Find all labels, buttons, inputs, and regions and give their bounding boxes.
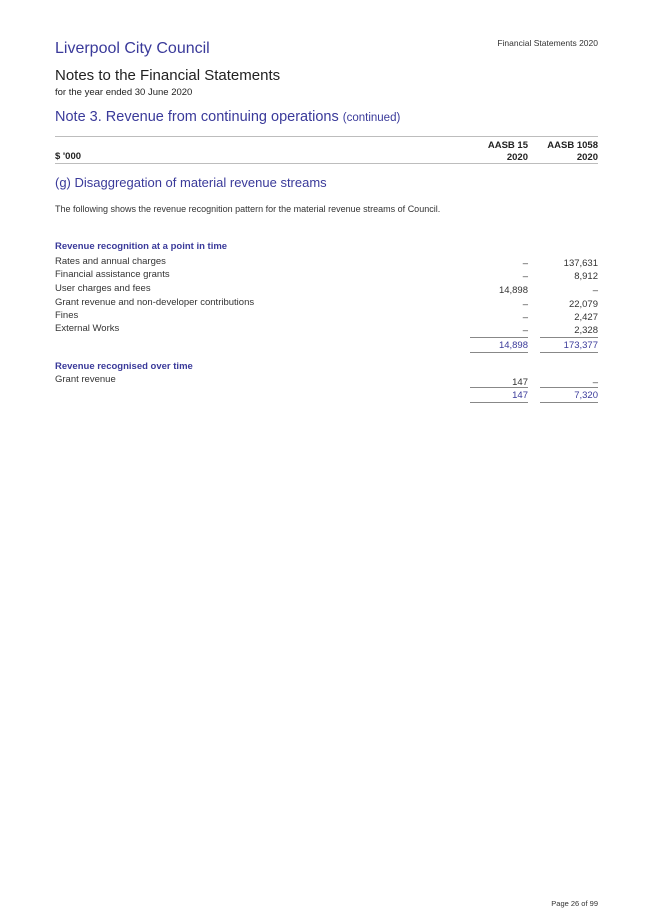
- row-aasb1058-value: 2,328: [574, 325, 598, 336]
- total-rule-aasb1058: [540, 352, 598, 353]
- row-aasb15-value: –: [522, 258, 528, 269]
- notes-title: Notes to the Financial Statements: [55, 67, 281, 84]
- row-aasb15-value: –: [522, 299, 528, 310]
- subtotal-rule-aasb1058: [540, 387, 598, 388]
- row-label: Grant revenue: [55, 374, 116, 385]
- page-number: Page 26 of 99: [551, 899, 598, 908]
- unit-label: $ '000: [55, 151, 82, 162]
- row-aasb1058-value: –: [592, 377, 598, 388]
- row-aasb15-value: 147: [512, 377, 528, 388]
- subtotal-rule-aasb15: [470, 387, 528, 388]
- col-aasb1058-standard: AASB 1058: [547, 140, 598, 151]
- section-title: (g) Disaggregation of material revenue streams: [55, 175, 327, 190]
- total-aasb1058-value: 7,320: [574, 390, 598, 401]
- row-aasb15-value: –: [522, 271, 528, 282]
- header-top-rule: [55, 136, 598, 137]
- row-label: User charges and fees: [55, 283, 151, 294]
- row-aasb1058-value: 22,079: [568, 299, 598, 310]
- note-heading-continued: (continued): [342, 112, 401, 124]
- council-name: Liverpool City Council: [55, 40, 210, 57]
- col-aasb15-standard: AASB 15: [487, 140, 528, 151]
- row-aasb1058-value: 137,631: [563, 258, 598, 269]
- col-aasb1058-header: [518, 140, 598, 164]
- row-aasb1058-value: 2,427: [574, 312, 598, 323]
- period-subtitle: for the year ended 30 June 2020: [55, 87, 193, 98]
- subtotal-rule-aasb1058: [540, 337, 598, 338]
- total-aasb15-value: 147: [512, 390, 528, 401]
- group-heading-over-time: Revenue recognised over time: [55, 361, 193, 372]
- total-rule-aasb15: [470, 352, 528, 353]
- row-aasb1058-value: –: [592, 285, 598, 296]
- group-heading-point-in-time: Revenue recognition at a point in time: [55, 241, 228, 252]
- row-label: Rates and annual charges: [55, 256, 166, 267]
- total-rule-aasb1058: [540, 402, 598, 403]
- total-aasb15-value: 14,898: [498, 340, 528, 351]
- subtotal-rule-aasb15: [470, 337, 528, 338]
- col-aasb15-year: 2020: [506, 152, 528, 163]
- row-aasb15-value: –: [522, 325, 528, 336]
- row-aasb1058-value: 8,912: [574, 271, 598, 282]
- section-intro: The following shows the revenue recognition pattern for the material revenue streams of Council.: [55, 204, 441, 214]
- row-label: Fines: [55, 310, 79, 321]
- row-label: Financial assistance grants: [55, 269, 170, 280]
- col-aasb1058-year: 2020: [576, 152, 598, 163]
- note-heading: [55, 109, 400, 125]
- document-label: Financial Statements 2020: [497, 38, 598, 48]
- total-rule-aasb15: [470, 402, 528, 403]
- row-aasb15-value: 14,898: [498, 285, 528, 296]
- header-bottom-rule: [55, 163, 598, 164]
- row-aasb15-value: –: [522, 312, 528, 323]
- note-heading-text: Note 3. Revenue from continuing operations: [55, 109, 339, 125]
- row-label: External Works: [55, 323, 120, 334]
- row-label: Grant revenue and non-developer contributions: [55, 297, 255, 308]
- total-aasb1058-value: 173,377: [563, 340, 598, 351]
- col-aasb15-header: [448, 140, 528, 164]
